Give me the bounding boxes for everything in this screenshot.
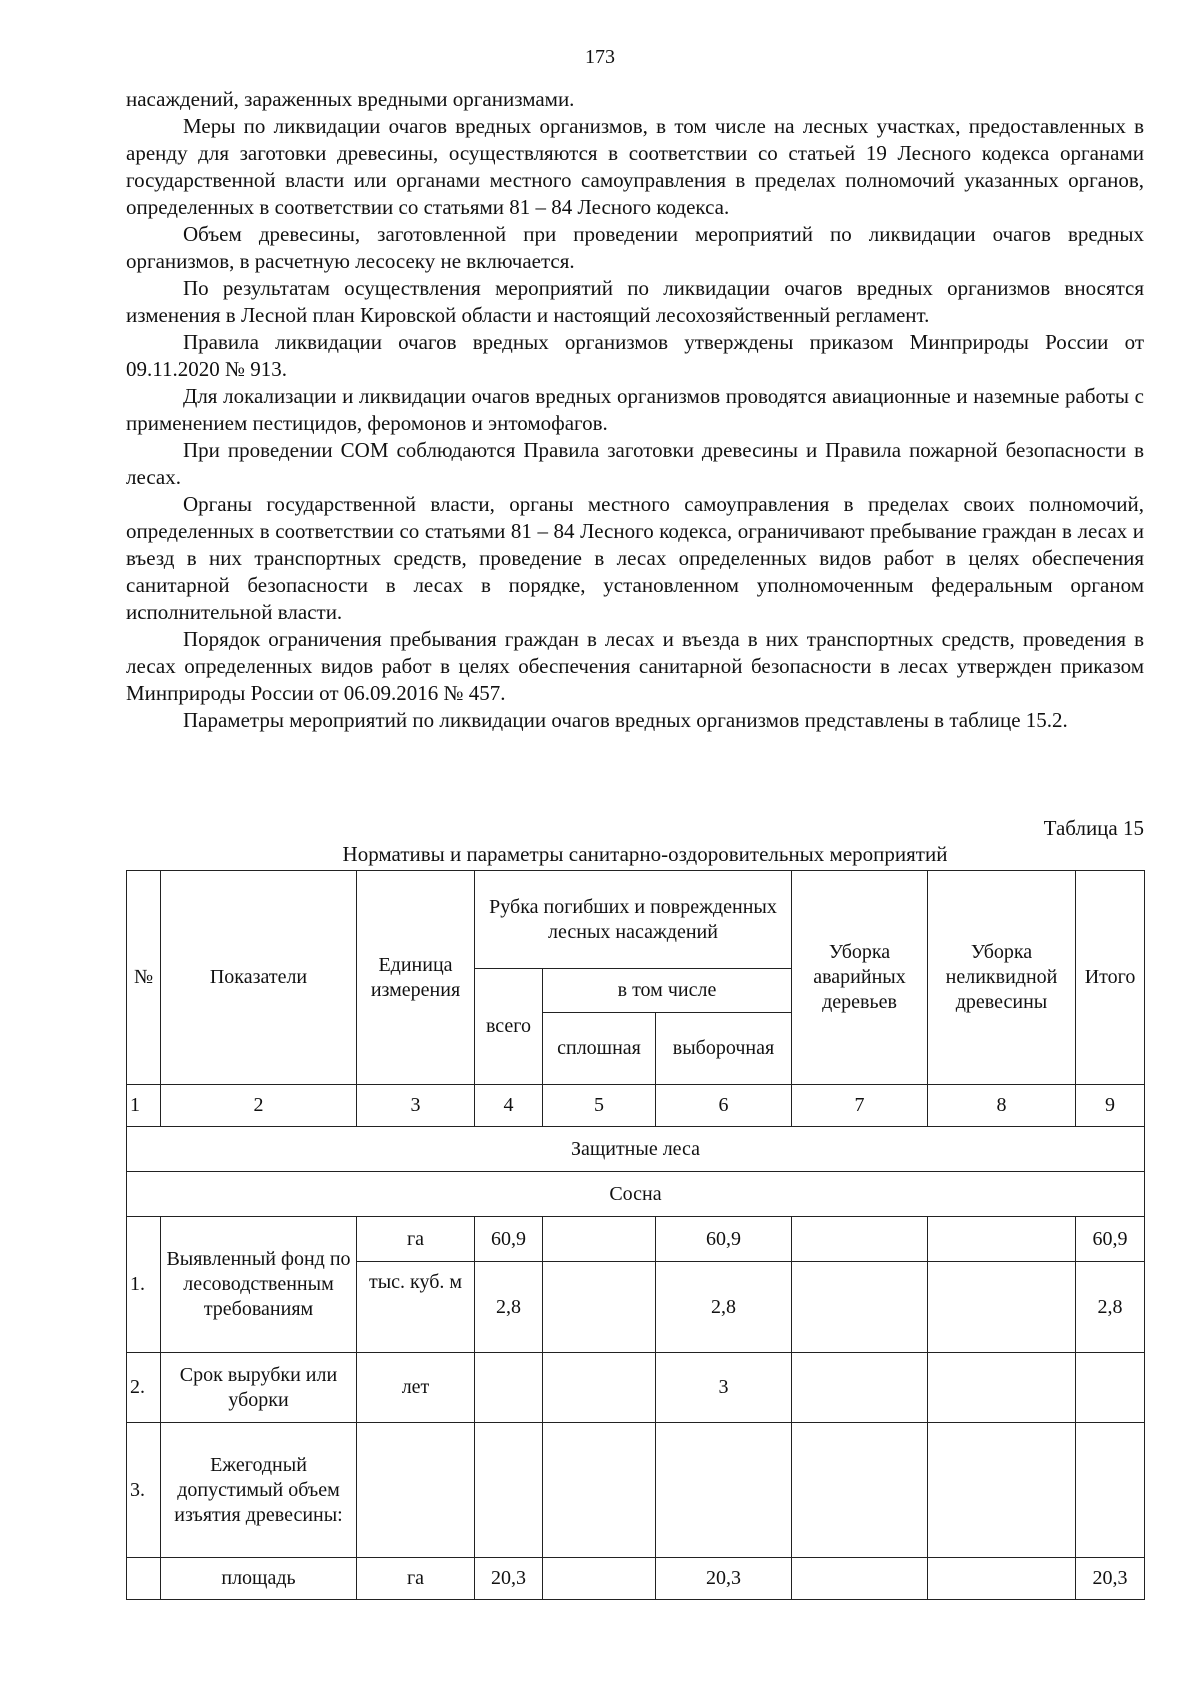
row-indicator: Ежегодный допустимый объем изъятия древесины: <box>161 1423 357 1558</box>
cell-illiquid <box>928 1262 1076 1353</box>
column-number-row <box>127 1085 1145 1127</box>
paragraph: Порядок ограничения пребывания граждан в лесах и въезда в них транспортных средств, проведения в лесах определенных видов работ в целях обеспечения санитарной безопасности в лесах утвержден приказом Минприроды России от 06.09.2016 № 457. <box>126 627 1144 705</box>
cell-selective <box>656 1423 792 1558</box>
table-row <box>127 1558 1145 1600</box>
cell-total-all: 60,9 <box>475 1217 543 1262</box>
cell-total-all <box>475 1423 543 1558</box>
cell-clear <box>543 1423 656 1558</box>
species-label: Сосна <box>127 1172 1145 1217</box>
header-unit: Единица измерения <box>357 871 475 1085</box>
row-unit: га <box>357 1558 475 1600</box>
cell-illiquid <box>928 1217 1076 1262</box>
column-number: 3 <box>357 1085 475 1127</box>
row-unit: лет <box>357 1353 475 1423</box>
header-total: Итого <box>1076 871 1145 1085</box>
cell-selective: 2,8 <box>656 1262 792 1353</box>
paragraph: Правила ликвидации очагов вредных организмов утверждены приказом Минприроды России от 09.11.2020 № 913. <box>126 330 1144 381</box>
table-title: Нормативы и параметры санитарно-оздоровительных мероприятий <box>342 842 948 866</box>
cell-selective: 20,3 <box>656 1558 792 1600</box>
cell-windfall <box>792 1262 928 1353</box>
table-row <box>127 1217 1145 1262</box>
cell-total-all <box>475 1353 543 1423</box>
column-number: 1 <box>127 1085 161 1127</box>
paragraph: При проведении СОМ соблюдаются Правила заготовки древесины и Правила пожарной безопасности в лесах. <box>126 438 1144 489</box>
cell-windfall <box>792 1423 928 1558</box>
header-selective: выборочная <box>656 1013 792 1085</box>
row-indicator: Срок вырубки или уборки <box>161 1353 357 1423</box>
paragraph: насаждений, зараженных вредными организмами. <box>126 87 575 111</box>
table-label: Таблица 15 <box>1043 816 1144 840</box>
header-num: № <box>127 871 161 1085</box>
header-row <box>127 871 1145 969</box>
cell-total: 20,3 <box>1076 1558 1145 1600</box>
row-unit <box>357 1423 475 1558</box>
section-row <box>127 1127 1145 1172</box>
row-indicator: площадь <box>161 1558 357 1600</box>
row-indicator: Выявленный фонд по лесоводственным требованиям <box>161 1217 357 1353</box>
cell-total: 60,9 <box>1076 1217 1145 1262</box>
header-clear: сплошная <box>543 1013 656 1085</box>
paragraph: Параметры мероприятий по ликвидации очагов вредных организмов представлены в таблице 15.2. <box>183 708 1068 732</box>
column-number: 6 <box>656 1085 792 1127</box>
cell-windfall <box>792 1558 928 1600</box>
cell-total <box>1076 1423 1145 1558</box>
row-number: 2. <box>127 1353 161 1423</box>
header-illiquid: Уборка неликвидной древесины <box>928 871 1076 1085</box>
column-number: 8 <box>928 1085 1076 1127</box>
cell-clear <box>543 1558 656 1600</box>
header-felling-group: Рубка погибших и поврежденных лесных насаждений <box>475 871 792 969</box>
column-number: 7 <box>792 1085 928 1127</box>
cell-total <box>1076 1353 1145 1423</box>
cell-windfall <box>792 1353 928 1423</box>
header-total-all: всего <box>475 969 543 1085</box>
cell-selective: 60,9 <box>656 1217 792 1262</box>
norms-table <box>126 870 1145 1600</box>
header-including: в том числе <box>543 969 792 1013</box>
cell-total-all: 2,8 <box>475 1262 543 1353</box>
cell-illiquid <box>928 1353 1076 1423</box>
cell-windfall <box>792 1217 928 1262</box>
cell-clear <box>543 1262 656 1353</box>
cell-illiquid <box>928 1423 1076 1558</box>
species-row <box>127 1172 1145 1217</box>
table-row <box>127 1423 1145 1558</box>
cell-total-all: 20,3 <box>475 1558 543 1600</box>
column-number: 9 <box>1076 1085 1145 1127</box>
row-number <box>127 1558 161 1600</box>
paragraph: По результатам осуществления мероприятий по ликвидации очагов вредных организмов вносятся изменения в Лесной план Кировской области и настоящий лесохозяйственный регламент. <box>126 276 1144 327</box>
row-number: 1. <box>127 1217 161 1353</box>
paragraph: Органы государственной власти, органы местного самоуправления в пределах своих полномочий, определенных в соответствии со статьями 81 – 84 Лесного кодекса, ограничивают пребывание граждан в лесах и въезд в них транспортных средств, проведение в лесах определенных видов работ в целях обеспечения санитарной безопасности в лесах в порядке, установленном уполномоченным федеральным органом исполнительной власти. <box>126 492 1144 624</box>
header-windfall: Уборка аварийных деревьев <box>792 871 928 1085</box>
header-indicators: Показатели <box>161 871 357 1085</box>
cell-selective: 3 <box>656 1353 792 1423</box>
column-number: 5 <box>543 1085 656 1127</box>
cell-clear <box>543 1353 656 1423</box>
paragraph: Меры по ликвидации очагов вредных организмов, в том числе на лесных участках, предоставленных в аренду для заготовки древесины, осуществляются в соответствии со статьей 19 Лесного кодекса органами государственной власти или органами местного самоуправления в пределах полномочий указанных органов, определенных в соответствии со статьями 81 – 84 Лесного кодекса. <box>126 114 1144 219</box>
paragraph: Объем древесины, заготовленной при проведении мероприятий по ликвидации очагов вредных организмов, в расчетную лесосеку не включается. <box>126 222 1144 273</box>
row-number: 3. <box>127 1423 161 1558</box>
column-number: 2 <box>161 1085 357 1127</box>
row-unit: га <box>357 1217 475 1262</box>
cell-total: 2,8 <box>1076 1262 1145 1353</box>
cell-clear <box>543 1217 656 1262</box>
body-text <box>126 86 1144 734</box>
section-label: Защитные леса <box>127 1127 1145 1172</box>
column-number: 4 <box>475 1085 543 1127</box>
cell-illiquid <box>928 1558 1076 1600</box>
table-row <box>127 1353 1145 1423</box>
page-number: 173 <box>585 46 615 68</box>
paragraph: Для локализации и ликвидации очагов вредных организмов проводятся авиационные и наземные работы с применением пестицидов, феромонов и энтомофагов. <box>126 384 1144 435</box>
row-unit: тыс. куб. м <box>357 1262 475 1353</box>
